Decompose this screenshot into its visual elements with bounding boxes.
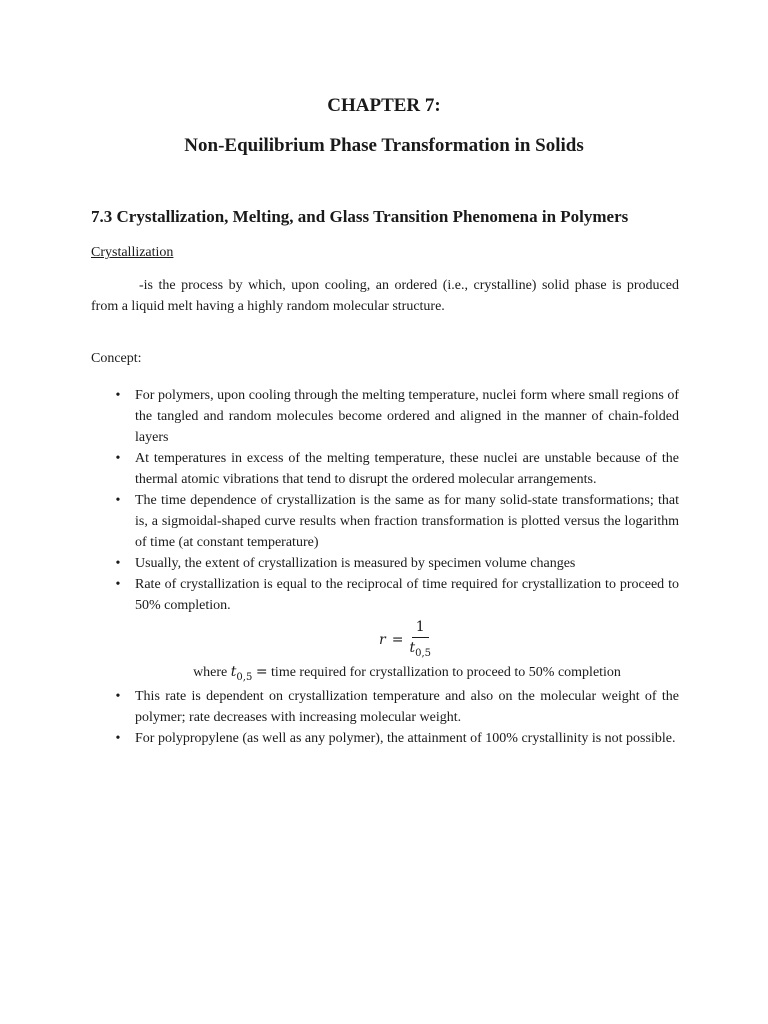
formula-denominator-base: t — [409, 640, 416, 656]
bullet-dot-icon: • — [115, 689, 121, 704]
bullet-item — [91, 553, 679, 574]
formula-equals: = — [391, 631, 404, 648]
where-symbol-sub: 0,5 — [236, 671, 253, 683]
bullet-item — [91, 574, 679, 616]
chapter-title: CHAPTER 7: — [327, 95, 441, 116]
chapter-subtitle: Non-Equilibrium Phase Transformation in Solids — [184, 135, 584, 156]
formula-fraction — [409, 618, 431, 663]
crystallization-subheading: Crystallization — [91, 245, 174, 260]
where-prefix: where — [193, 665, 228, 680]
formula-numerator: 1 — [412, 618, 429, 638]
formula-lhs: r — [379, 631, 386, 648]
formula-where-line — [91, 662, 679, 686]
bullet-item — [91, 686, 679, 728]
where-symbol-base: t — [230, 664, 237, 680]
concept-bullet-list — [91, 385, 679, 749]
bullet-item — [91, 448, 679, 490]
bullet-text: This rate is dependent on crystallization temperature and also on the molecular weight of the polymer; rate decreases with increasing molecular weight. — [135, 689, 679, 725]
section-heading: 7.3 Crystallization, Melting, and Glass Transition Phenomena in Polymers — [91, 207, 629, 226]
bullet-text: For polymers, upon cooling through the melting temperature, nuclei form where small regions of the tangled and random molecules become ordered and aligned in the manner of chain-folded layers — [135, 388, 679, 445]
bullet-text: Usually, the extent of crystallization is measured by specimen volume changes — [135, 556, 576, 571]
where-equals: = — [255, 664, 268, 680]
bullet-item — [91, 385, 679, 448]
bullet-text: The time dependence of crystallization is the same as for many solid-state transformations; that is, a sigmoidal-shaped curve results when fraction transformation is plotted versus the logarithm of time (at constant temperature) — [135, 493, 679, 550]
formula-denominator — [409, 638, 431, 663]
bullet-item — [91, 728, 679, 749]
where-text: time required for crystallization to proceed to 50% completion — [271, 665, 621, 680]
bullet-item — [91, 490, 679, 553]
bullet-dot-icon: • — [115, 731, 121, 746]
bullet-text: At temperatures in excess of the melting temperature, these nuclei are unstable because of the thermal atomic vibrations that tend to disrupt the ordered molecular arrangements. — [135, 451, 679, 487]
bullet-dot-icon: • — [115, 577, 121, 592]
bullet-text: For polypropylene (as well as any polymer), the attainment of 100% crystallinity is not possible. — [135, 731, 676, 746]
bullet-dot-icon: • — [115, 388, 121, 403]
formula-denominator-sub: 0,5 — [415, 647, 431, 659]
concept-label: Concept: — [91, 351, 142, 366]
where-symbol — [230, 664, 253, 683]
rate-formula — [379, 618, 431, 663]
bullet-dot-icon: • — [115, 451, 121, 466]
bullet-text: Rate of crystallization is equal to the reciprocal of time required for crystallization to proceed to 50% completion. — [135, 577, 679, 613]
bullet-dot-icon: • — [115, 493, 121, 508]
bullet-dot-icon: • — [115, 556, 121, 571]
crystallization-definition: -is the process by which, upon cooling, an ordered (i.e., crystalline) solid phase is produced from a liquid melt having a highly random molecular structure. — [91, 278, 679, 314]
rate-formula-block — [91, 616, 679, 662]
